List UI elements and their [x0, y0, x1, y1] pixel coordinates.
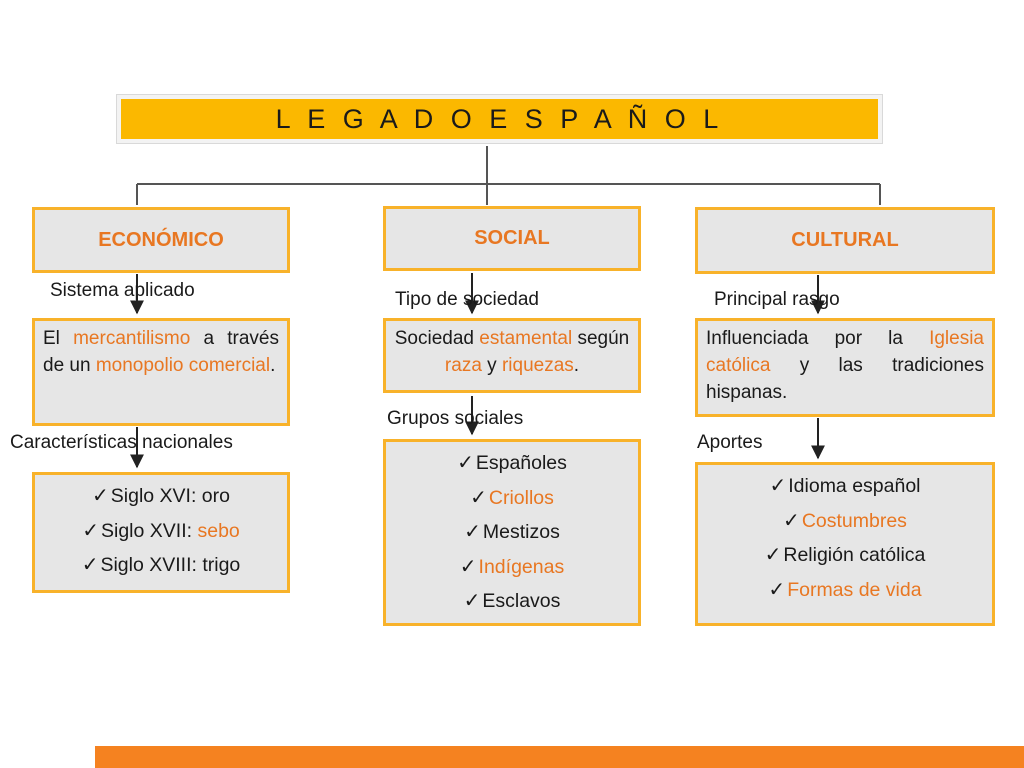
economico-header: ECONÓMICO — [98, 228, 224, 251]
list-item — [386, 446, 638, 481]
list-item — [35, 514, 287, 549]
diagram-title — [117, 95, 882, 143]
description-text: Influenciada por la — [706, 328, 930, 349]
list-item-text: Idioma español — [788, 475, 921, 497]
social-description — [395, 328, 630, 376]
list-item-highlight: sebo — [197, 519, 240, 542]
list-item-text: Siglo XVI: oro — [110, 485, 230, 507]
economico-label-sistema: Sistema aplicado — [50, 280, 195, 301]
checkmark-icon: ✓ — [470, 486, 487, 509]
highlighted-text: raza — [444, 355, 482, 376]
checkmark-icon: ✓ — [769, 475, 787, 497]
economico-header-box — [32, 207, 290, 273]
checkmark-icon: ✓ — [783, 509, 800, 532]
list-item — [35, 548, 287, 583]
economico-description — [43, 328, 279, 376]
list-item-text: Esclavos — [482, 590, 561, 612]
list-item-highlight: Indígenas — [478, 555, 565, 578]
social-list-box — [383, 439, 641, 626]
checkmark-icon: ✓ — [459, 555, 477, 578]
list-item — [698, 469, 992, 504]
description-text: según — [572, 328, 630, 349]
list-item — [698, 538, 992, 573]
highlighted-text: estamental — [479, 328, 573, 349]
list-item — [35, 479, 287, 514]
checkmark-icon: ✓ — [463, 590, 481, 612]
list-item-text: Siglo XVII: — [101, 519, 198, 542]
bottom-accent-band — [95, 746, 1024, 768]
economico-label-caracteristicas: Características nacionales — [10, 432, 233, 453]
list-item-text: Españoles — [475, 452, 567, 474]
cultural-header: CULTURAL — [791, 229, 899, 251]
description-text: a través de un — [43, 328, 279, 376]
economico-list — [35, 479, 287, 583]
cultural-label-aportes: Aportes — [697, 432, 763, 453]
list-item-highlight: Criollos — [488, 486, 554, 509]
list-item — [386, 515, 638, 550]
cultural-list-box — [695, 462, 995, 626]
list-item-highlight: Formas de vida — [787, 578, 922, 601]
description-text: y las tradiciones hispanas. — [706, 355, 984, 403]
social-label-grupos: Grupos sociales — [387, 408, 524, 429]
checkmark-icon: ✓ — [464, 521, 481, 543]
list-item — [698, 573, 992, 608]
list-item-text: Siglo XVIII: trigo — [100, 554, 241, 576]
social-list — [386, 446, 638, 619]
checkmark-icon: ✓ — [82, 519, 99, 542]
list-item-text: Religión católica — [783, 544, 926, 566]
social-header: SOCIAL — [474, 227, 550, 249]
cultural-description-box — [695, 318, 995, 417]
checkmark-icon: ✓ — [92, 485, 109, 507]
checkmark-icon: ✓ — [764, 544, 782, 566]
economico-description-box — [32, 318, 290, 426]
checkmark-icon: ✓ — [457, 452, 474, 474]
list-item-highlight: Costumbres — [801, 509, 907, 532]
checkmark-icon: ✓ — [81, 554, 99, 576]
description-text: Sociedad — [394, 328, 480, 349]
highlighted-text: monopolio comercial — [95, 355, 271, 376]
cultural-list — [698, 469, 992, 607]
description-text: El — [43, 328, 74, 349]
description-text: y — [481, 355, 502, 376]
list-item — [386, 550, 638, 585]
social-description-box — [383, 318, 641, 393]
social-label-tipo: Tipo de sociedad — [395, 289, 540, 310]
cultural-header-box — [695, 207, 995, 274]
diagram-title-text: L E G A D O E S P A Ñ O L — [275, 103, 724, 134]
list-item — [386, 481, 638, 516]
list-item — [698, 504, 992, 539]
highlighted-text: riquezas — [501, 355, 574, 376]
highlighted-text: mercantilismo — [73, 328, 191, 349]
description-text: . — [270, 355, 276, 376]
cultural-label-rasgo: Principal rasgo — [714, 289, 840, 310]
social-header-box — [383, 206, 641, 271]
checkmark-icon: ✓ — [768, 578, 786, 601]
description-text: . — [573, 355, 580, 376]
highlighted-text: Iglesia católica — [706, 328, 984, 376]
list-item-text: Mestizos — [482, 521, 560, 543]
economico-list-box — [32, 472, 290, 593]
cultural-description — [706, 328, 984, 403]
list-item — [386, 584, 638, 619]
